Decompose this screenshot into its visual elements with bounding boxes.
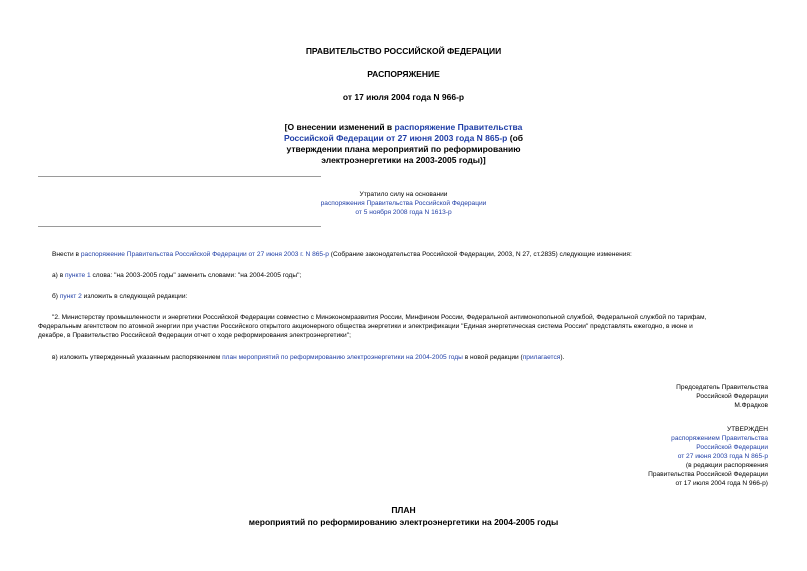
p2-text-a: а) в xyxy=(52,272,66,279)
title-link-cont[interactable]: Российской Федерации от 27 июня 2003 года N 865-р xyxy=(283,133,508,143)
signature-line1: Председатель Правительства xyxy=(676,384,768,391)
p5-appendix-link[interactable]: прилагается xyxy=(522,354,561,361)
paragraph-5 xyxy=(52,353,564,362)
plan-subtitle: мероприятий по реформированию электроэнергетики на 2004-2005 годы xyxy=(248,517,559,527)
status-link-date[interactable]: от 5 ноября 2008 года N 1613-р xyxy=(355,209,452,216)
p4-line1: "2. Министерству промышленности и энергетики Российской Федерации совместно с Минэкономразвития России, Минфином России, Федеральной антимонопольной службой, Федеральной службой по тарифам, xyxy=(52,314,707,321)
approved-line1: УТВЕРЖДЕН xyxy=(726,426,768,433)
status-line1: Утратило силу на основании xyxy=(359,191,448,198)
document-date-number: от 17 июля 2004 года N 966-р xyxy=(342,92,465,102)
p1-link[interactable]: распоряжение Правительства Российской Федерации от 27 июня 2003 г. N 865-р xyxy=(80,251,329,258)
p4-line2: Федеральным агентством по атомной энергии при участии Российского открытого акционерного общества энергетики и электрификации "Единая энергетическая система России" представлять ежегодно, в июне и xyxy=(38,323,693,330)
paragraph-1 xyxy=(52,250,632,259)
approved-link-3[interactable]: от 27 июня 2003 года N 865-р xyxy=(677,453,768,460)
approved-line6: Правительства Российской Федерации xyxy=(648,471,768,478)
approved-block xyxy=(560,425,768,488)
paragraph-3 xyxy=(52,292,187,301)
title-line3: утверждении плана мероприятий по реформированию xyxy=(286,144,521,154)
approved-link-2[interactable]: Российской Федерации xyxy=(696,444,768,451)
p4-line3: декабре, в Правительство Российской Федерации отчет о ходе реформирования электроэнергетики"; xyxy=(38,332,351,339)
approved-line7: от 17 июля 2004 года N 966-р) xyxy=(675,480,768,487)
signature-block xyxy=(560,383,768,410)
divider-top xyxy=(38,176,321,177)
p5-plan-link[interactable]: план мероприятий по реформированию электроэнергетики на 2004-2005 годы xyxy=(222,354,463,361)
government-name: ПРАВИТЕЛЬСТВО РОССИЙСКОЙ ФЕДЕРАЦИИ xyxy=(305,46,502,56)
document-title xyxy=(200,122,607,166)
p1-text-a: Внести в xyxy=(52,251,81,258)
paragraph-4 xyxy=(38,313,773,340)
status-note xyxy=(200,190,607,217)
p5-text-c: ). xyxy=(560,354,565,361)
plan-title: ПЛАН xyxy=(391,505,416,515)
p3-text-a: б) xyxy=(52,293,60,300)
p2-text-b: слова: "на 2003-2005 годы" заменить словами: "на 2004-2005 годы"; xyxy=(90,272,302,279)
title-prefix: [О внесении изменений в xyxy=(284,122,395,132)
title-line2-tail: (об xyxy=(507,133,524,143)
p1-text-b: (Собрание законодательства Российской Федерации, 2003, N 27, ст.2835) следующие изменения: xyxy=(328,251,632,258)
p3-link[interactable]: пункт 2 xyxy=(59,293,82,300)
title-line4: электроэнергетики на 2003-2005 годы)] xyxy=(321,155,486,165)
p5-text-a: в) изложить утвержденный указанным распоряжением xyxy=(52,354,223,361)
p2-link[interactable]: пункте 1 xyxy=(65,272,91,279)
signature-name: М.Фрадков xyxy=(734,402,768,409)
approved-link-1[interactable]: распоряжением Правительства xyxy=(671,435,768,442)
paragraph-2 xyxy=(52,271,301,280)
p5-text-b: в новой редакции ( xyxy=(462,354,523,361)
divider-bottom xyxy=(38,226,321,227)
status-link[interactable]: распоряжения Правительства Российской Федерации xyxy=(320,200,487,207)
signature-line2: Российской Федерации xyxy=(696,393,768,400)
approved-line5: (в редакции распоряжения xyxy=(685,462,768,469)
document-type: РАСПОРЯЖЕНИЕ xyxy=(367,69,440,79)
title-link[interactable]: распоряжение Правительства xyxy=(394,122,523,132)
p3-text-b: изложить в следующей редакции: xyxy=(81,293,188,300)
